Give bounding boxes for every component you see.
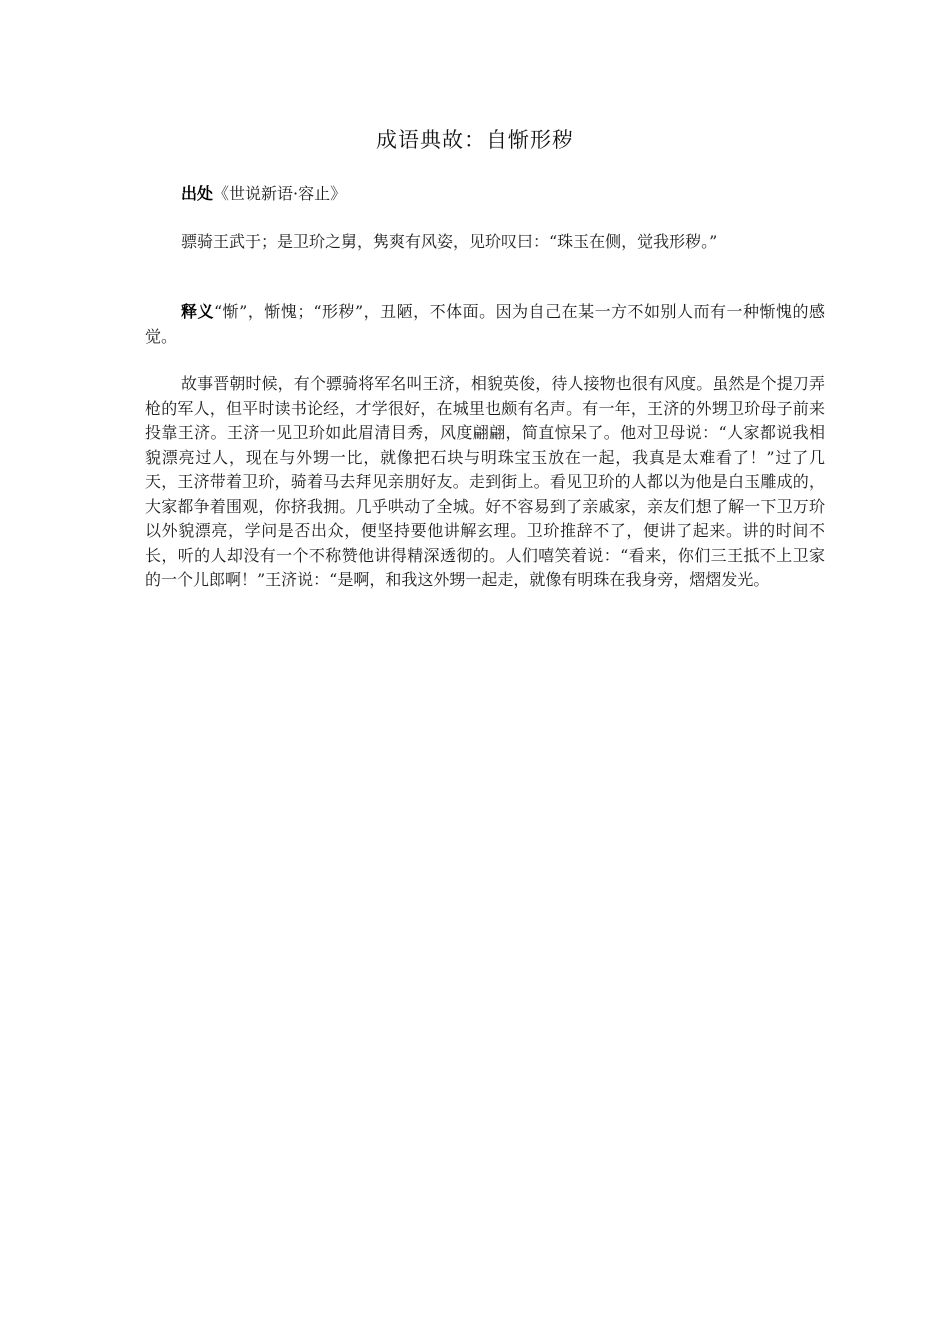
source-paragraph — [145, 182, 825, 207]
quote-paragraph — [145, 230, 825, 255]
meaning-text: “惭”，惭愧；“形秽”，丑陋，不体面。因为自己在某一方不如别人而有一种惭愧的感觉。 — [145, 302, 825, 346]
meaning-paragraph — [145, 300, 825, 349]
story-label: 故事 — [181, 374, 214, 393]
source-text: 《世说新语·容止》 — [213, 184, 347, 203]
document-title: 成语典故：自惭形秽 — [376, 128, 574, 152]
source-label: 出处 — [181, 184, 214, 203]
story-text: 晋朝时候，有个骠骑将军名叫王济，相貌英俊，待人接物也很有风度。虽然是个提刀弄枪的军人，但平时读书论经，才学很好，在城里也颇有名声。有一年，王济的外甥卫玠母子前来投靠王济。王济一见卫玠如此眉清目秀，风度翩翩，简直惊呆了。他对卫母说：“人家都说我相貌漂亮过人，现在与外甥一比，就像把石块与明珠宝玉放在一起，我真是太难看了！”过了几天，王济带着卫玠，骑着马去拜见亲朋好友。走到街上。看见卫玠的人都以为他是白玉雕成的，大家都争着围观，你挤我拥。几乎哄动了全城。好不容易到了亲戚家，亲友们想了解一下卫万玠以外貌漂亮，学问是否出众，便坚持要他讲解玄理。卫玠推辞不了，便讲了起来。讲的时间不长，听的人却没有一个不称赞他讲得精深透彻的。人们嘻笑着说：“看来，你们三王抵不上卫家的一个儿郎啊！”王济说：“是啊，和我这外甥一起走，就像有明珠在我身旁，熠熠发光。 — [145, 374, 825, 589]
meaning-label: 释义 — [181, 302, 214, 321]
story-paragraph — [145, 372, 825, 593]
quote-text: 骠骑王武于；是卫玠之舅，隽爽有风姿，见玠叹曰：“珠玉在侧，觉我形秽。” — [181, 232, 718, 251]
